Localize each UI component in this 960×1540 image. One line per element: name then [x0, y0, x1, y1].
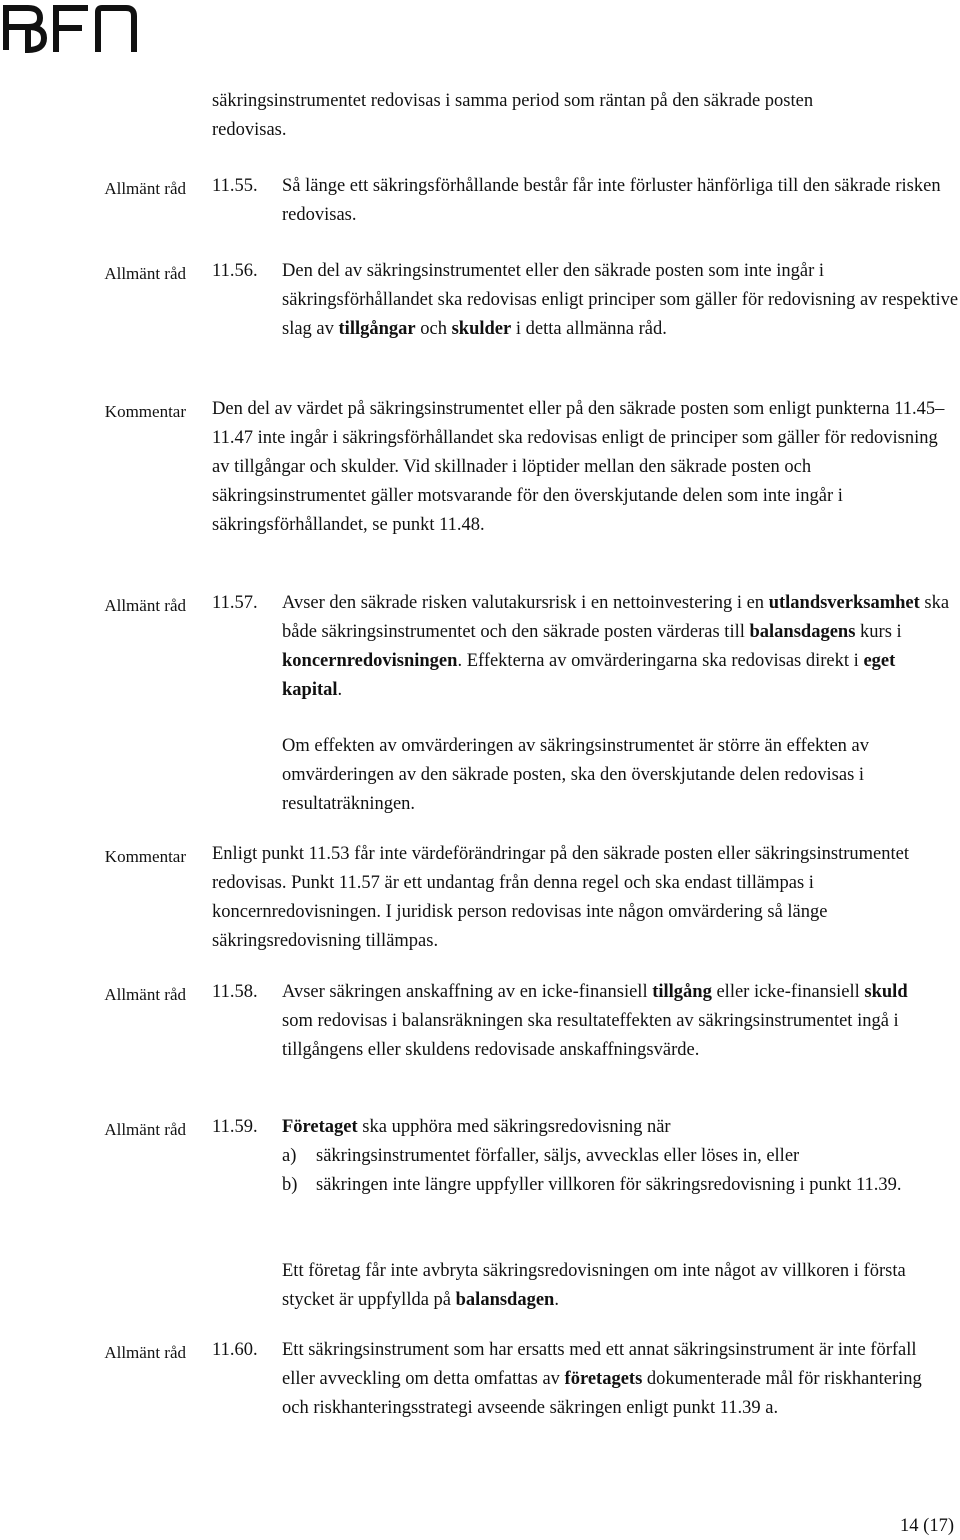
bfn-logo — [2, 2, 138, 54]
margin-label-kommentar: Kommentar — [104, 402, 186, 421]
text-segment: ska både säkringsinstrumentet och den säkrade posten värderas till — [282, 593, 950, 642]
paragraph-number: 11.56. — [212, 261, 258, 281]
defined-term-link: koncernredovisningen — [282, 651, 458, 671]
paragraph-11-59-second — [282, 1257, 910, 1315]
text-segment: Ett företag får inte avbryta säkringsredovisningen om inte något av villkoren i första stycket är uppfyllda på — [282, 1261, 906, 1310]
paragraph-number: 11.59. — [212, 1117, 258, 1137]
paragraph-lead — [282, 1113, 960, 1142]
margin-label-allmant-rad: Allmänt råd — [104, 596, 186, 615]
text-segment: . — [554, 1290, 559, 1310]
text-segment: . — [337, 680, 343, 700]
text-segment: Den del av säkringsinstrumentet eller den säkrade posten som inte ingår i säkringsförhållandet ska redovisas enligt principer som gäller för redovisning av respektive slag av — [282, 261, 959, 339]
paragraph-11-58 — [212, 978, 960, 1065]
page-number: 14 (17) — [900, 1516, 954, 1536]
paragraph-text — [282, 978, 960, 1065]
paragraph-text: Så länge ett säkringsförhållande består får inte förluster hänförliga till den säkrade risken redovisas. — [282, 176, 941, 225]
paragraph-11-59 — [212, 1113, 960, 1200]
text-segment: ska upphöra med säkringsredovisning när — [357, 1117, 671, 1137]
text-segment: som redovisas i balansräkningen ska resultateffekten av säkringsinstrumentet ingå i tillgångens eller skuldens redovisade anskaffningsvärde. — [282, 1011, 899, 1060]
paragraph-number: 11.55. — [212, 176, 258, 196]
list-marker: a) — [282, 1146, 297, 1166]
text-segment: Avser den säkrade risken valutakursrisk i en nettoinvestering i en — [282, 593, 769, 613]
paragraph-11-60 — [212, 1336, 960, 1423]
defined-term-link: utlandsverksamhet — [768, 593, 920, 613]
list-marker: b) — [282, 1175, 298, 1195]
continuation-line-1: säkringsinstrumentet redovisas i samma period som räntan på den säkrade posten — [212, 91, 814, 111]
comment-text: Enligt punkt 11.53 får inte värdeförändringar på den säkrade posten eller säkringsinstrumentet redovisas. Punkt 11.57 är ett undantag från denna regel och ska endast tillämpas i koncernredovisningen. I juridisk person redovisas inte någon omvärdering så länge säkringsredovisning tillämpas. — [212, 844, 909, 951]
margin-label-kommentar: Kommentar — [104, 847, 186, 866]
bfn-logo-image — [2, 2, 138, 54]
paragraph-11-57-second: Om effekten av omvärderingen av säkringsinstrumentet är större än effekten av omvärderingen av den säkrade posten, ska den överskjutande delen redovisas i resultaträkningen. — [282, 736, 869, 814]
paragraph-text — [282, 1336, 960, 1423]
paragraph-11-55 — [212, 172, 960, 230]
text-segment: . Effekterna av omvärderingarna ska redovisas direkt i — [457, 651, 864, 671]
list-item — [282, 1171, 960, 1200]
list-item-text: säkringen inte längre uppfyller villkoren för säkringsredovisning i punkt 11.39. — [316, 1175, 902, 1195]
paragraph-11-56 — [212, 257, 960, 344]
text-segment: och — [415, 319, 452, 339]
continuation-line-2: redovisas. — [212, 120, 287, 140]
paragraph-number: 11.57. — [212, 593, 258, 613]
text-segment: Ett säkringsinstrument som har ersatts med ett annat säkringsinstrument är inte förfall eller avveckling om detta omfattas av — [282, 1340, 917, 1389]
margin-label-allmant-rad: Allmänt råd — [104, 179, 186, 198]
defined-term-link: tillgångar — [338, 319, 416, 339]
text-segment: Avser säkringen anskaffning av en icke-finansiell — [282, 982, 653, 1002]
paragraph-number: 11.58. — [212, 982, 258, 1002]
paragraph-11-57 — [212, 589, 960, 705]
margin-label-allmant-rad: Allmänt råd — [104, 1120, 186, 1139]
defined-term-link: Företaget — [282, 1117, 358, 1137]
paragraph-text — [282, 589, 960, 705]
defined-term-link: skuld — [864, 982, 908, 1002]
margin-label-allmant-rad: Allmänt råd — [104, 1343, 186, 1362]
text-segment: kurs i — [855, 622, 902, 642]
defined-term-link: tillgång — [652, 982, 712, 1002]
comment-text: Den del av värdet på säkringsinstrumentet eller på den säkrade posten som enligt punkterna 11.45–11.47 inte ingår i säkringsförhållandet ska redovisas enligt de principer som gäller för redovisning av tillgångar och skulder. Vid skillnader i löptider mellan den säkrade posten och säkringsinstrumentet gäller motsvarande för den överskjutande delen som inte ingår i säkringsförhållandet, se punkt 11.48. — [212, 399, 945, 535]
list-item-text: säkringsinstrumentet förfaller, säljs, avvecklas eller löses in, eller — [316, 1146, 800, 1166]
defined-term-link: företagets — [564, 1369, 643, 1389]
defined-term-link: balansdagens — [749, 622, 856, 642]
margin-label-allmant-rad: Allmänt råd — [104, 985, 186, 1004]
defined-term-link: balansdagen — [455, 1290, 555, 1310]
text-segment: i detta allmänna råd. — [511, 319, 667, 339]
continuation-paragraph — [212, 87, 960, 145]
text-segment: eller icke-finansiell — [711, 982, 865, 1002]
paragraph-number: 11.60. — [212, 1340, 258, 1360]
paragraph-text — [282, 257, 960, 344]
margin-label-allmant-rad: Allmänt råd — [104, 264, 186, 283]
defined-term-link: skulder — [451, 319, 512, 339]
list-item — [282, 1142, 960, 1171]
paragraph-text — [282, 1113, 960, 1200]
text-segment: dokumenterade mål för riskhantering och riskhanteringsstrategi avseende säkringen enligt punkt 11.39 a. — [282, 1369, 922, 1418]
defined-term-link: eget kapital — [282, 651, 896, 700]
